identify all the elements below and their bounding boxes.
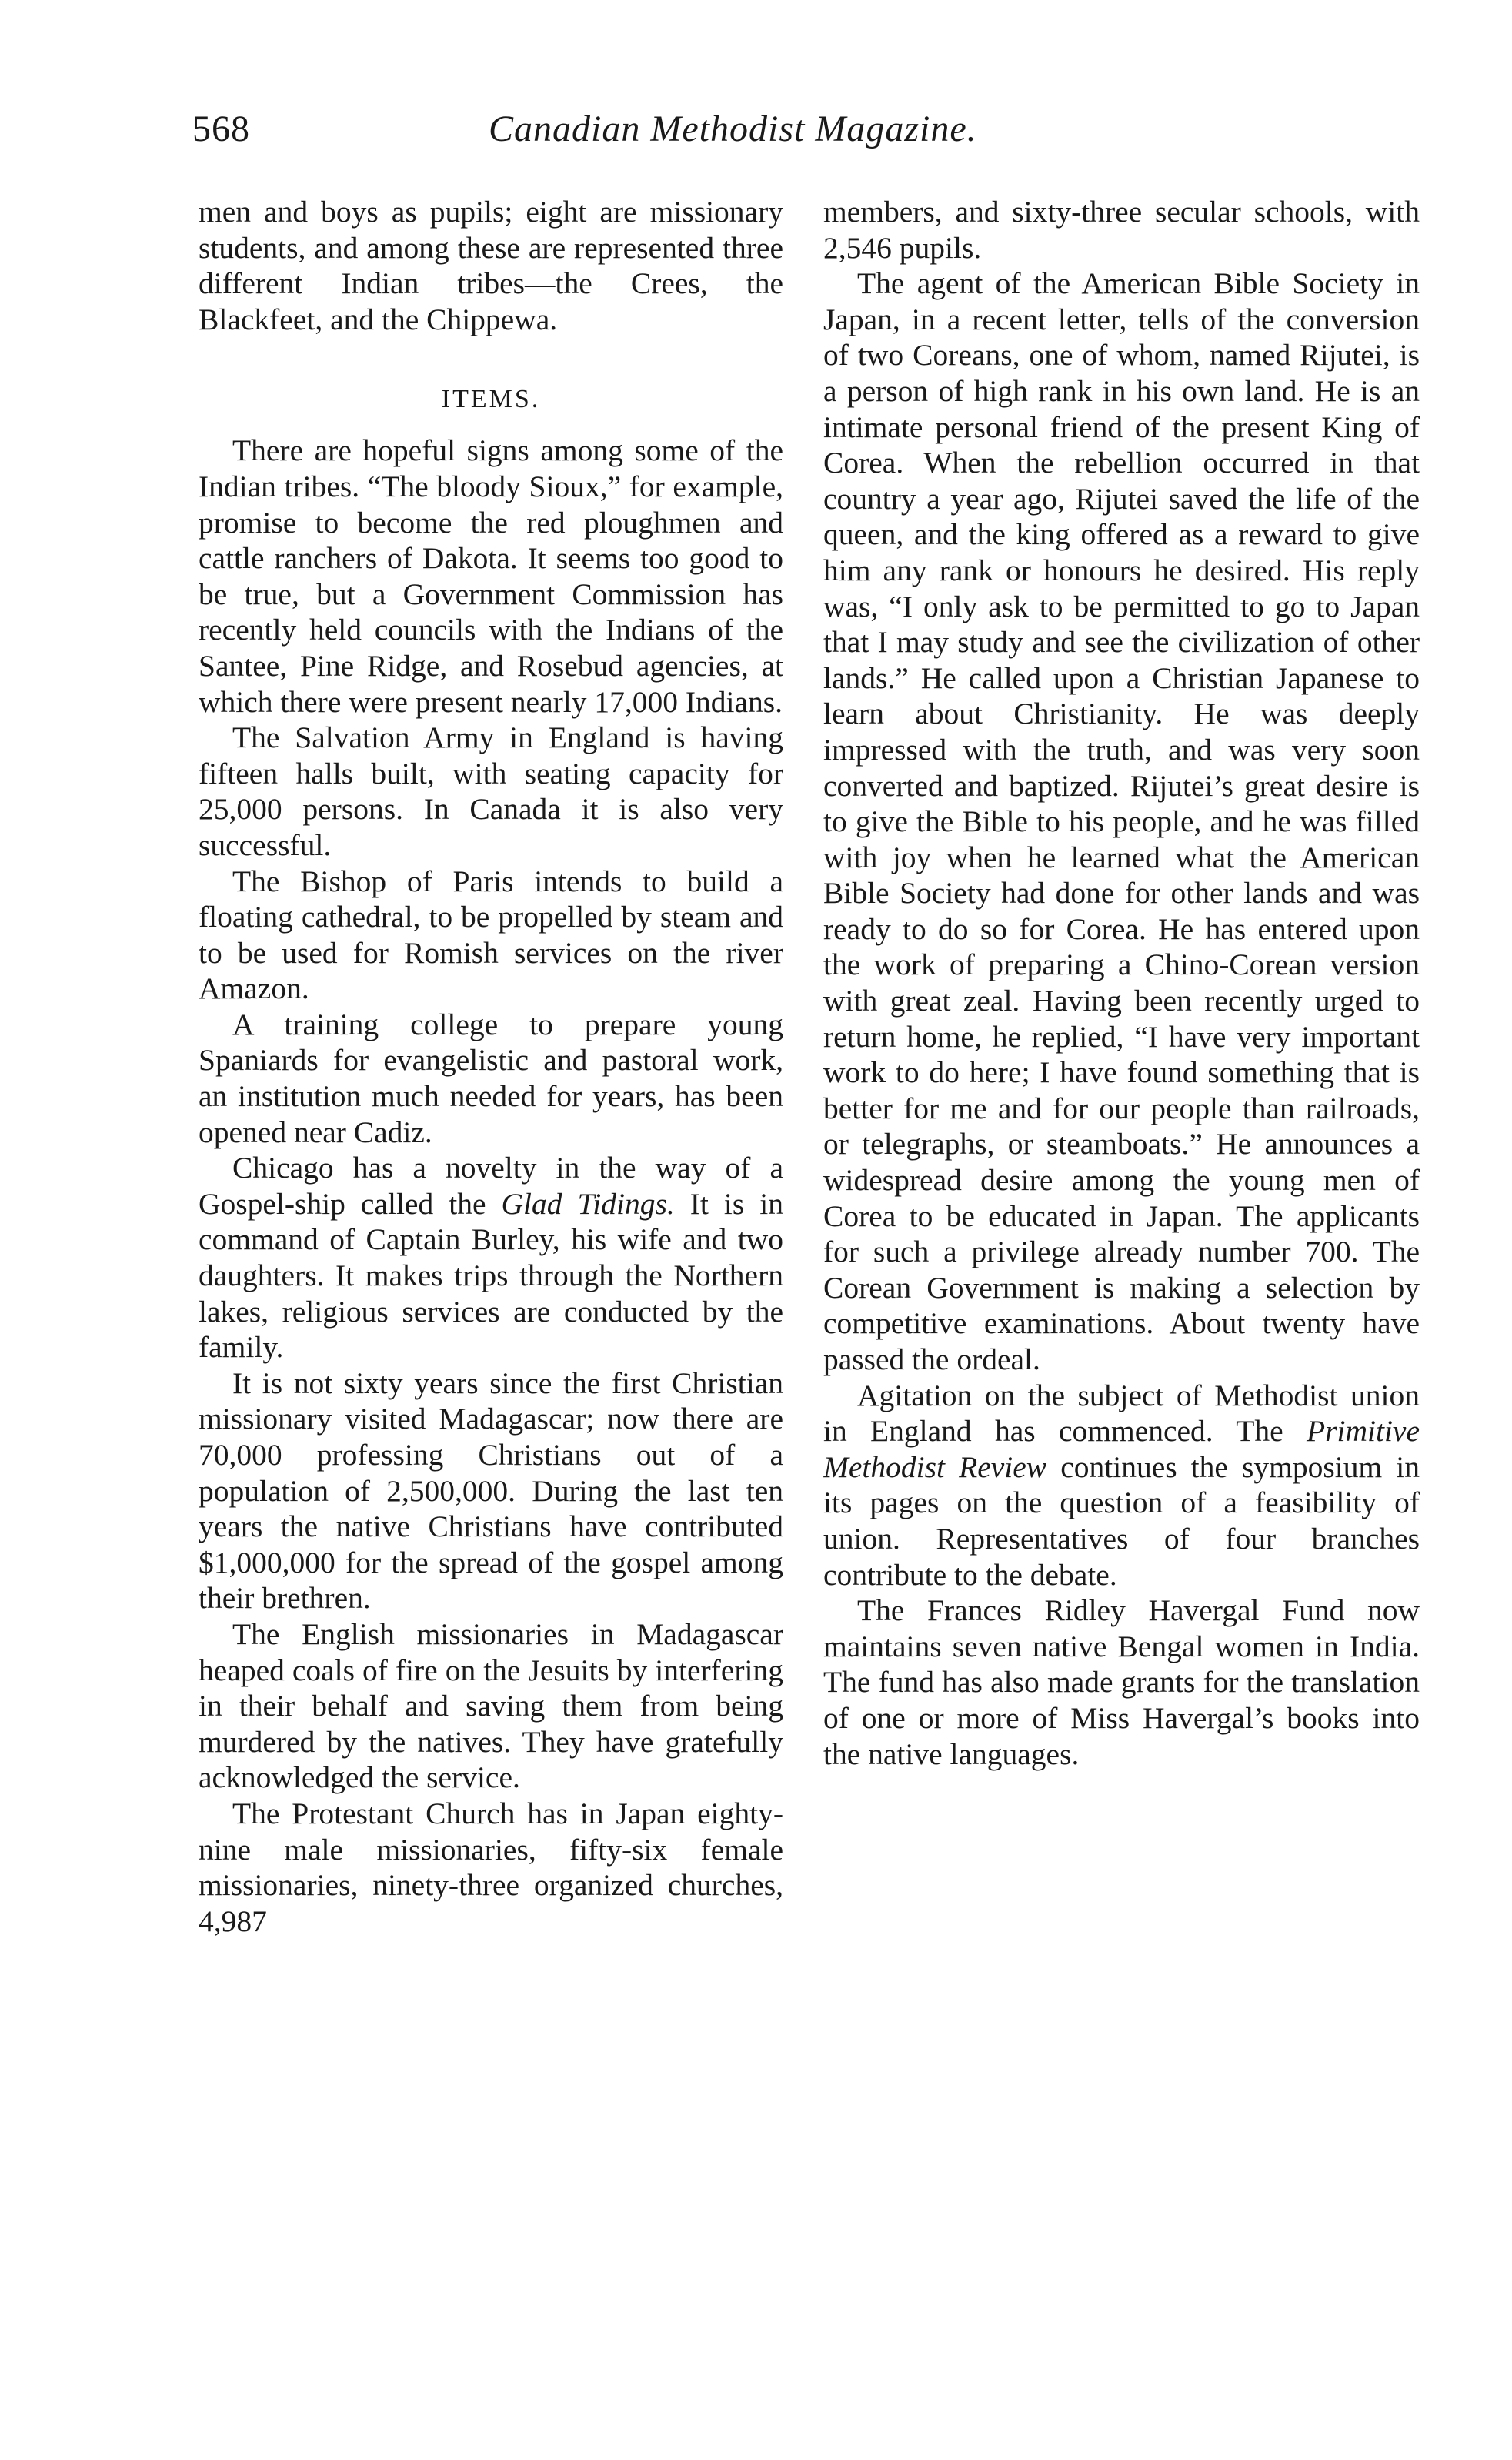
left-column: [199, 194, 783, 1939]
right-column: [823, 194, 1420, 1772]
paragraph-bible-society-corea: The agent of the American Bible Society in Japan, in a recent letter, tells of the conversion of two Coreans, one of whom, named Rijutei, is a person of high rank in his own land. He is an intimate personal friend of the present King of Corea. When the rebellion occurred in that country a year ago, Rijutei saved the life of the queen, and the king offered as a reward to give him any rank or honours he desired. His reply was, “I only ask to be permitted to go to Japan that I may study and see the civilization of other lands.” He called upon a Christian Japanese to learn about Christianity. He was deeply impressed with the truth, and was very soon converted and baptized. Rijutei’s great desire is to give the Bible to his people, and he was filled with joy when he learned what the American Bible Society had done for other lands and was ready to do so for Corea. He has entered upon the work of preparing a Chino-Corean version with great zeal. Having been recently urged to return home, he replied, “I have very important work to do here; I have found something that is better for me and for our people than railroads, or telegraphs, or steamboats.” He announces a widespread desire among the young men of Corea to be educated in Japan. The applicants for such a privilege already number 700. The Corean Government is making a selection by competitive examinations. About twenty have passed the ordeal.: [823, 266, 1420, 1376]
paragraph-indian-tribes: There are hopeful signs among some of the Indian tribes. “The bloody Sioux,” for example, promise to become the red ploughmen and cattle ranchers of Dakota. It seems too good to be true, but a Government Commission has recently held councils with the Indians of the Santee, Pine Ridge, and Rosebud agencies, at which there were present nearly 17,000 Indians.: [199, 433, 783, 719]
page-number: 568: [192, 109, 250, 149]
paragraph-floating-cathedral: The Bishop of Paris intends to build a floating cathedral, to be propelled by steam and to be used for Romish services on the river Amazon.: [199, 864, 783, 1006]
paragraph-salvation-army: The Salvation Army in England is having fifteen halls built, with seating capacity for 25,000 persons. In Canada it is also very successful.: [199, 720, 783, 862]
paragraph-protestant-church-japan: The Protestant Church has in Japan eighty-nine male missionaries, fifty-six female missionaries, ninety-three organized churches, 4,987: [199, 1796, 783, 1938]
paragraph-training-college: A training college to prepare young Spaniards for evangelistic and pastoral work, an institution much needed for years, has been opened near Cadiz.: [199, 1007, 783, 1149]
gospel-ship-text-start: Chicago has a novelty in the way of a Gospel-ship called the: [199, 1151, 783, 1221]
methodist-union-text-start: Agitation on the subject of Methodist union in England has commenced. The: [823, 1378, 1420, 1449]
page-header: [192, 99, 1208, 160]
paragraph-madagascar: It is not sixty years since the first Christian missionary visited Madagascar; now there are 70,000 professing Christians out of a population of 2,500,000. During the last ten years the native Christians have contributed $1,000,000 for the spread of the gospel among their brethren.: [199, 1365, 783, 1616]
gospel-ship-text-end: It is in command of Captain Burley, his wife and two daughters. It makes trips through the Northern lakes, religious services are conducted by the family.: [199, 1186, 783, 1365]
intro-paragraph: men and boys as pupils; eight are missionary students, and among these are represented three different Indian tribes—the Crees, the Blackfeet, and the Chippewa.: [199, 195, 783, 336]
continuation-paragraph: members, and sixty-three secular schools, with 2,546 pupils.: [823, 195, 1420, 265]
paragraph-havergal-fund: The Frances Ridley Havergal Fund now maintains seven native Bengal women in India. The fund has also made grants for the translation of one or more of Miss Havergal’s books into the native languages.: [823, 1593, 1420, 1771]
section-heading: ITEMS.: [441, 385, 541, 414]
methodist-union-text-end: continues the symposium in its pages on the question of a feasibility of union. Representatives of four branches contribute to the debate.: [823, 1449, 1420, 1592]
paragraph-english-missionaries: The English missionaries in Madagascar heaped coals of fire on the Jesuits by interfering in their behalf and saving them from being murdered by the natives. They have gratefully acknowledged the service.: [199, 1616, 783, 1795]
paragraph-methodist-union: [823, 1378, 1420, 1593]
review-title: Primitive Methodist Review: [823, 1414, 1420, 1484]
ship-name: Glad Tidings.: [501, 1186, 675, 1221]
paragraph-gospel-ship: [199, 1150, 783, 1365]
running-title: Canadian Methodist Magazine.: [489, 109, 977, 149]
